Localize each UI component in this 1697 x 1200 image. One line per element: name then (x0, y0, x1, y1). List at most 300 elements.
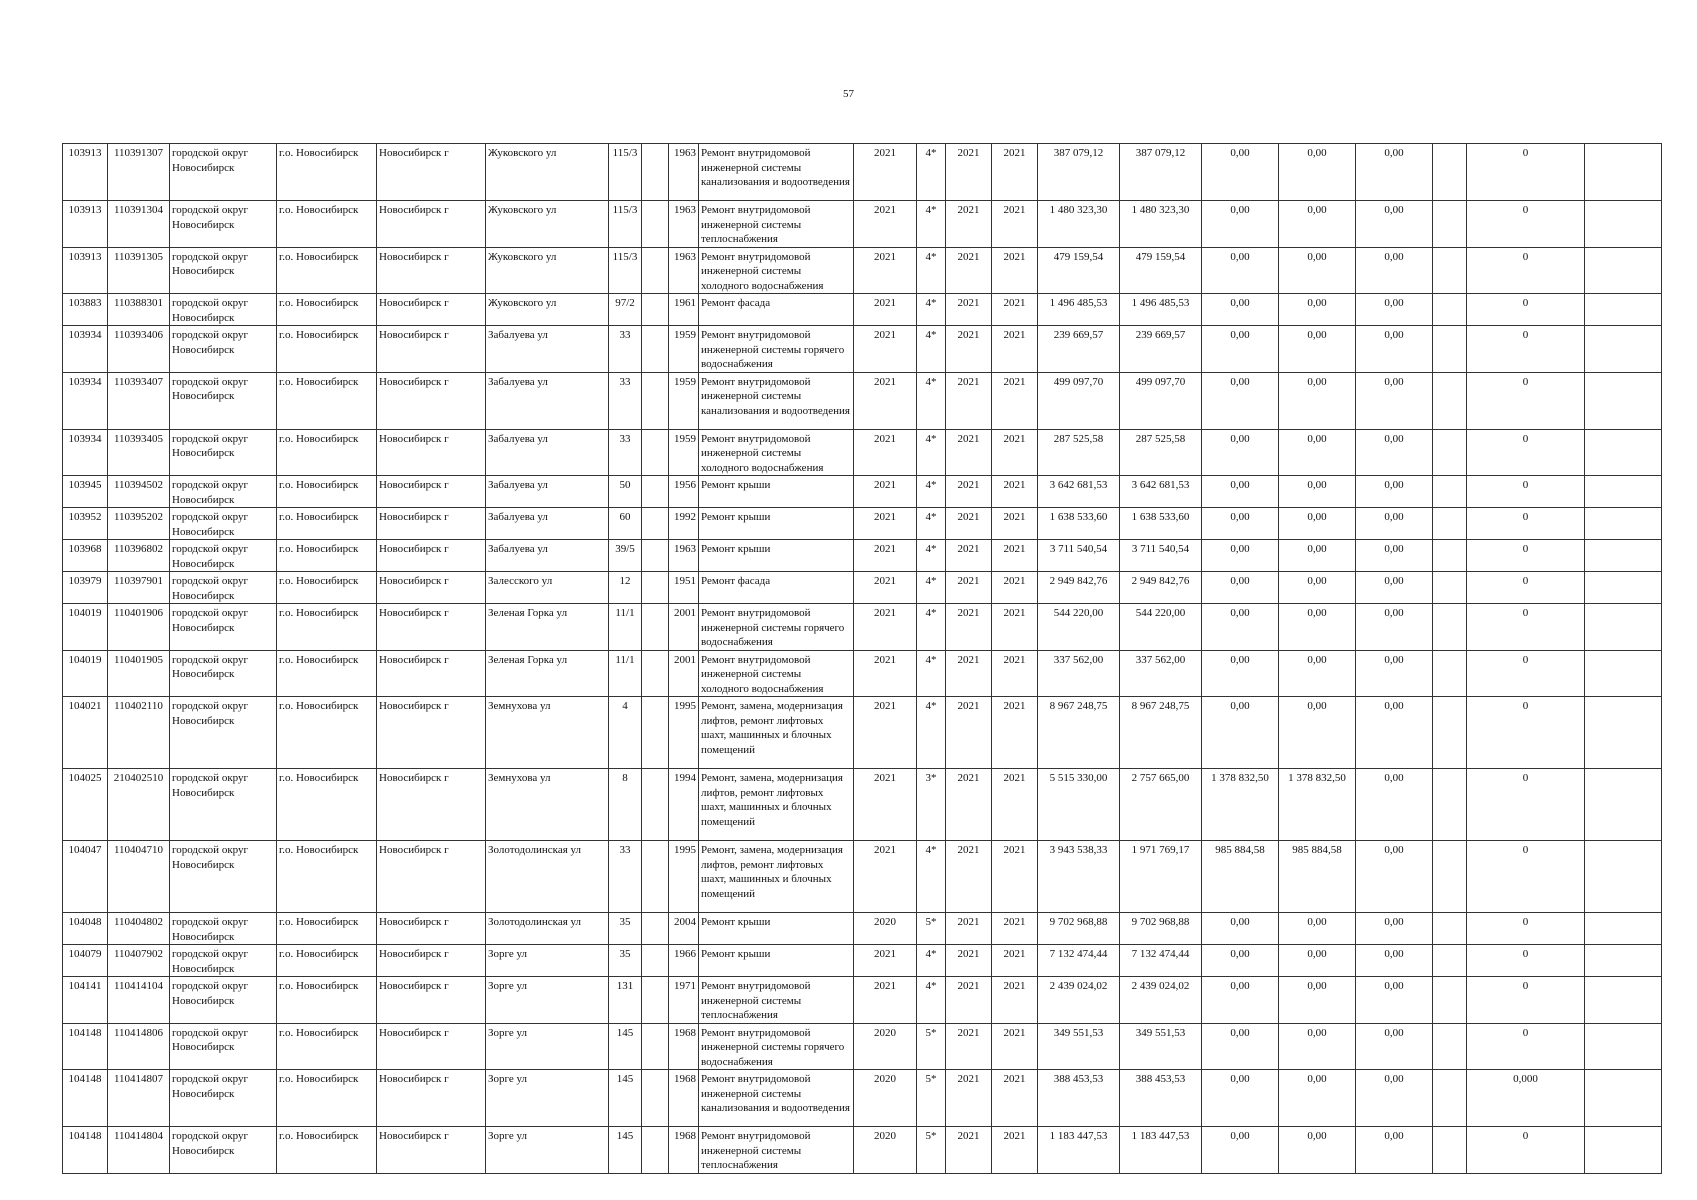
row-cost-total: 349 551,53 (1038, 1023, 1120, 1070)
row-code: 110402110 (108, 697, 170, 769)
row-cost-a: 499 097,70 (1120, 372, 1202, 429)
page-number: 57 (843, 88, 854, 100)
row-cost-total: 3 711 540,54 (1038, 540, 1120, 572)
row-cost-total: 337 562,00 (1038, 650, 1120, 697)
row-extra (642, 508, 669, 540)
row-end-year: 2021 (992, 697, 1038, 769)
row-cost-c: 0,00 (1279, 294, 1356, 326)
row-blank-1 (1433, 429, 1467, 476)
row-blank-1 (1433, 508, 1467, 540)
row-blank-2 (1585, 977, 1662, 1024)
row-start-year: 2021 (946, 201, 992, 248)
row-end-year: 2021 (992, 294, 1038, 326)
row-end-year: 2021 (992, 1127, 1038, 1174)
row-blank-2 (1585, 913, 1662, 945)
row-work-type: Ремонт внутридомовой инженерной системы теплоснабжения (699, 1127, 854, 1174)
row-district: городской округ Новосибирск (170, 841, 277, 913)
row-work-type: Ремонт внутридомовой инженерной системы теплоснабжения (699, 977, 854, 1024)
row-cost-d: 0,00 (1356, 247, 1433, 294)
row-work-type: Ремонт крыши (699, 945, 854, 977)
row-street: Зеленая Горка ул (486, 650, 609, 697)
row-last-value: 0 (1467, 697, 1585, 769)
row-locality: Новосибирск г (377, 476, 486, 508)
row-municipality: г.о. Новосибирск (277, 769, 377, 841)
row-grade: 4* (917, 144, 946, 201)
row-code: 110393406 (108, 326, 170, 373)
row-grade: 3* (917, 769, 946, 841)
row-extra (642, 326, 669, 373)
row-house: 8 (609, 769, 642, 841)
row-work-type: Ремонт внутридомовой инженерной системы горячего водоснабжения (699, 326, 854, 373)
row-id: 103934 (63, 372, 108, 429)
row-municipality: г.о. Новосибирск (277, 650, 377, 697)
row-street: Забалуева ул (486, 429, 609, 476)
row-district: городской округ Новосибирск (170, 540, 277, 572)
row-plan-year: 2021 (854, 201, 917, 248)
row-extra (642, 913, 669, 945)
row-code: 110407902 (108, 945, 170, 977)
row-end-year: 2021 (992, 540, 1038, 572)
row-cost-c: 0,00 (1279, 650, 1356, 697)
row-year-built: 1959 (669, 429, 699, 476)
row-locality: Новосибирск г (377, 372, 486, 429)
row-work-type: Ремонт внутридомовой инженерной системы канализования и водоотведения (699, 144, 854, 201)
row-cost-a: 8 967 248,75 (1120, 697, 1202, 769)
row-cost-d: 0,00 (1356, 372, 1433, 429)
row-last-value: 0 (1467, 1023, 1585, 1070)
row-plan-year: 2020 (854, 1127, 917, 1174)
row-plan-year: 2020 (854, 1023, 917, 1070)
row-id: 104148 (63, 1127, 108, 1174)
row-municipality: г.о. Новосибирск (277, 476, 377, 508)
row-blank-1 (1433, 604, 1467, 651)
row-cost-a: 239 669,57 (1120, 326, 1202, 373)
row-work-type: Ремонт, замена, модернизация лифтов, ремонт лифтовых шахт, машинных и блочных помещений (699, 769, 854, 841)
row-cost-d: 0,00 (1356, 697, 1433, 769)
row-cost-b: 0,00 (1202, 604, 1279, 651)
row-cost-a: 337 562,00 (1120, 650, 1202, 697)
table-row (63, 1127, 1662, 1174)
row-blank-1 (1433, 326, 1467, 373)
row-blank-2 (1585, 247, 1662, 294)
row-district: городской округ Новосибирск (170, 144, 277, 201)
row-municipality: г.о. Новосибирск (277, 1070, 377, 1127)
row-year-built: 1992 (669, 508, 699, 540)
row-street: Жуковского ул (486, 247, 609, 294)
row-last-value: 0,000 (1467, 1070, 1585, 1127)
row-cost-a: 1 971 769,17 (1120, 841, 1202, 913)
row-cost-d: 0,00 (1356, 1023, 1433, 1070)
row-grade: 4* (917, 604, 946, 651)
row-code: 110414104 (108, 977, 170, 1024)
row-id: 104019 (63, 604, 108, 651)
row-district: городской округ Новосибирск (170, 977, 277, 1024)
row-cost-d: 0,00 (1356, 604, 1433, 651)
row-cost-total: 5 515 330,00 (1038, 769, 1120, 841)
row-plan-year: 2021 (854, 945, 917, 977)
table-row (63, 572, 1662, 604)
row-id: 103945 (63, 476, 108, 508)
row-street: Забалуева ул (486, 326, 609, 373)
row-cost-total: 1 183 447,53 (1038, 1127, 1120, 1174)
row-house: 35 (609, 913, 642, 945)
row-cost-a: 387 079,12 (1120, 144, 1202, 201)
row-cost-c: 0,00 (1279, 247, 1356, 294)
row-code: 210402510 (108, 769, 170, 841)
row-house: 115/3 (609, 201, 642, 248)
row-locality: Новосибирск г (377, 604, 486, 651)
row-blank-2 (1585, 572, 1662, 604)
row-cost-b: 0,00 (1202, 1127, 1279, 1174)
row-cost-b: 0,00 (1202, 429, 1279, 476)
row-house: 33 (609, 326, 642, 373)
row-cost-b: 0,00 (1202, 913, 1279, 945)
row-blank-1 (1433, 247, 1467, 294)
row-street: Забалуева ул (486, 476, 609, 508)
row-cost-a: 9 702 968,88 (1120, 913, 1202, 945)
row-cost-c: 0,00 (1279, 429, 1356, 476)
row-street: Жуковского ул (486, 144, 609, 201)
row-street: Золотодолинская ул (486, 841, 609, 913)
row-cost-d: 0,00 (1356, 1070, 1433, 1127)
row-grade: 5* (917, 1127, 946, 1174)
row-plan-year: 2021 (854, 977, 917, 1024)
row-cost-a: 1 183 447,53 (1120, 1127, 1202, 1174)
row-locality: Новосибирск г (377, 1070, 486, 1127)
row-cost-a: 3 711 540,54 (1120, 540, 1202, 572)
row-start-year: 2021 (946, 294, 992, 326)
row-plan-year: 2021 (854, 841, 917, 913)
row-blank-1 (1433, 697, 1467, 769)
row-last-value: 0 (1467, 650, 1585, 697)
row-grade: 4* (917, 945, 946, 977)
row-work-type: Ремонт фасада (699, 572, 854, 604)
row-locality: Новосибирск г (377, 650, 486, 697)
row-id: 104021 (63, 697, 108, 769)
row-end-year: 2021 (992, 945, 1038, 977)
row-cost-d: 0,00 (1356, 508, 1433, 540)
row-extra (642, 697, 669, 769)
row-start-year: 2021 (946, 540, 992, 572)
row-end-year: 2021 (992, 572, 1038, 604)
row-last-value: 0 (1467, 913, 1585, 945)
row-district: городской округ Новосибирск (170, 1070, 277, 1127)
row-blank-2 (1585, 650, 1662, 697)
row-house: 12 (609, 572, 642, 604)
row-id: 103968 (63, 540, 108, 572)
row-cost-d: 0,00 (1356, 540, 1433, 572)
row-plan-year: 2021 (854, 247, 917, 294)
row-code: 110414804 (108, 1127, 170, 1174)
row-work-type: Ремонт крыши (699, 913, 854, 945)
row-id: 103913 (63, 144, 108, 201)
row-cost-d: 0,00 (1356, 977, 1433, 1024)
row-plan-year: 2021 (854, 650, 917, 697)
row-district: городской округ Новосибирск (170, 1127, 277, 1174)
row-blank-2 (1585, 841, 1662, 913)
row-street: Жуковского ул (486, 294, 609, 326)
row-extra (642, 977, 669, 1024)
row-end-year: 2021 (992, 913, 1038, 945)
row-street: Жуковского ул (486, 201, 609, 248)
row-end-year: 2021 (992, 1023, 1038, 1070)
row-end-year: 2021 (992, 508, 1038, 540)
row-street: Залесского ул (486, 572, 609, 604)
row-cost-total: 3 943 538,33 (1038, 841, 1120, 913)
table-row (63, 326, 1662, 373)
row-locality: Новосибирск г (377, 201, 486, 248)
row-cost-b: 0,00 (1202, 476, 1279, 508)
row-municipality: г.о. Новосибирск (277, 247, 377, 294)
row-work-type: Ремонт фасада (699, 294, 854, 326)
row-work-type: Ремонт внутридомовой инженерной системы холодного водоснабжения (699, 247, 854, 294)
row-extra (642, 144, 669, 201)
row-id: 103913 (63, 247, 108, 294)
row-street: Зорге ул (486, 1023, 609, 1070)
row-cost-c: 1 378 832,50 (1279, 769, 1356, 841)
row-grade: 5* (917, 913, 946, 945)
row-plan-year: 2021 (854, 572, 917, 604)
row-municipality: г.о. Новосибирск (277, 326, 377, 373)
row-cost-total: 387 079,12 (1038, 144, 1120, 201)
table-row (63, 697, 1662, 769)
row-id: 103883 (63, 294, 108, 326)
row-blank-1 (1433, 294, 1467, 326)
row-locality: Новосибирск г (377, 572, 486, 604)
row-locality: Новосибирск г (377, 697, 486, 769)
row-plan-year: 2021 (854, 429, 917, 476)
row-blank-2 (1585, 1070, 1662, 1127)
row-street: Земнухова ул (486, 769, 609, 841)
row-extra (642, 201, 669, 248)
row-cost-a: 1 480 323,30 (1120, 201, 1202, 248)
row-cost-c: 0,00 (1279, 572, 1356, 604)
row-district: городской округ Новосибирск (170, 372, 277, 429)
row-extra (642, 294, 669, 326)
row-plan-year: 2021 (854, 697, 917, 769)
row-grade: 4* (917, 372, 946, 429)
row-house: 4 (609, 697, 642, 769)
row-blank-2 (1585, 604, 1662, 651)
row-blank-2 (1585, 1127, 1662, 1174)
row-start-year: 2021 (946, 429, 992, 476)
row-house: 33 (609, 841, 642, 913)
row-code: 110397901 (108, 572, 170, 604)
row-cost-d: 0,00 (1356, 294, 1433, 326)
row-blank-2 (1585, 326, 1662, 373)
row-start-year: 2021 (946, 1023, 992, 1070)
row-work-type: Ремонт внутридомовой инженерной системы горячего водоснабжения (699, 1023, 854, 1070)
row-cost-total: 3 642 681,53 (1038, 476, 1120, 508)
row-cost-a: 2 439 024,02 (1120, 977, 1202, 1024)
row-grade: 4* (917, 572, 946, 604)
row-grade: 4* (917, 476, 946, 508)
row-cost-d: 0,00 (1356, 945, 1433, 977)
row-house: 115/3 (609, 247, 642, 294)
row-last-value: 0 (1467, 429, 1585, 476)
row-cost-b: 0,00 (1202, 1070, 1279, 1127)
row-code: 110401905 (108, 650, 170, 697)
row-cost-total: 7 132 474,44 (1038, 945, 1120, 977)
row-work-type: Ремонт внутридомовой инженерной системы теплоснабжения (699, 201, 854, 248)
row-code: 110393405 (108, 429, 170, 476)
row-last-value: 0 (1467, 604, 1585, 651)
row-work-type: Ремонт, замена, модернизация лифтов, ремонт лифтовых шахт, машинных и блочных помещений (699, 697, 854, 769)
row-plan-year: 2021 (854, 326, 917, 373)
row-year-built: 1963 (669, 144, 699, 201)
row-start-year: 2021 (946, 945, 992, 977)
row-cost-total: 2 439 024,02 (1038, 977, 1120, 1024)
row-district: городской округ Новосибирск (170, 294, 277, 326)
row-year-built: 1995 (669, 841, 699, 913)
row-house: 50 (609, 476, 642, 508)
row-cost-d: 0,00 (1356, 476, 1433, 508)
row-end-year: 2021 (992, 977, 1038, 1024)
row-start-year: 2021 (946, 508, 992, 540)
row-code: 110404802 (108, 913, 170, 945)
row-locality: Новосибирск г (377, 144, 486, 201)
row-cost-a: 287 525,58 (1120, 429, 1202, 476)
row-cost-b: 0,00 (1202, 945, 1279, 977)
row-cost-total: 1 480 323,30 (1038, 201, 1120, 248)
row-locality: Новосибирск г (377, 294, 486, 326)
table-row (63, 144, 1662, 201)
row-year-built: 2001 (669, 604, 699, 651)
table-row (63, 294, 1662, 326)
row-cost-b: 0,00 (1202, 1023, 1279, 1070)
row-end-year: 2021 (992, 144, 1038, 201)
row-street: Золотодолинская ул (486, 913, 609, 945)
row-work-type: Ремонт внутридомовой инженерной системы канализования и водоотведения (699, 372, 854, 429)
row-last-value: 0 (1467, 540, 1585, 572)
row-end-year: 2021 (992, 476, 1038, 508)
row-end-year: 2021 (992, 247, 1038, 294)
row-district: городской округ Новосибирск (170, 1023, 277, 1070)
row-year-built: 1951 (669, 572, 699, 604)
row-house: 145 (609, 1023, 642, 1070)
row-id: 103913 (63, 201, 108, 248)
row-end-year: 2021 (992, 604, 1038, 651)
row-blank-1 (1433, 841, 1467, 913)
row-blank-1 (1433, 1023, 1467, 1070)
row-district: городской округ Новосибирск (170, 508, 277, 540)
row-cost-b: 0,00 (1202, 697, 1279, 769)
row-blank-1 (1433, 476, 1467, 508)
row-street: Земнухова ул (486, 697, 609, 769)
row-code: 110414806 (108, 1023, 170, 1070)
row-street: Забалуева ул (486, 508, 609, 540)
row-house: 60 (609, 508, 642, 540)
row-cost-total: 8 967 248,75 (1038, 697, 1120, 769)
row-code: 110404710 (108, 841, 170, 913)
row-start-year: 2021 (946, 841, 992, 913)
row-start-year: 2021 (946, 326, 992, 373)
row-cost-b: 0,00 (1202, 294, 1279, 326)
row-cost-total: 9 702 968,88 (1038, 913, 1120, 945)
row-id: 103934 (63, 326, 108, 373)
row-cost-d: 0,00 (1356, 201, 1433, 248)
row-district: городской округ Новосибирск (170, 650, 277, 697)
row-cost-total: 499 097,70 (1038, 372, 1120, 429)
row-blank-2 (1585, 429, 1662, 476)
row-id: 104048 (63, 913, 108, 945)
row-blank-2 (1585, 1023, 1662, 1070)
row-blank-2 (1585, 144, 1662, 201)
row-cost-a: 1 638 533,60 (1120, 508, 1202, 540)
row-blank-2 (1585, 945, 1662, 977)
row-start-year: 2021 (946, 697, 992, 769)
row-year-built: 1966 (669, 945, 699, 977)
row-start-year: 2021 (946, 650, 992, 697)
row-start-year: 2021 (946, 913, 992, 945)
row-cost-a: 544 220,00 (1120, 604, 1202, 651)
row-district: городской округ Новосибирск (170, 201, 277, 248)
row-extra (642, 372, 669, 429)
row-work-type: Ремонт, замена, модернизация лифтов, ремонт лифтовых шахт, машинных и блочных помещений (699, 841, 854, 913)
row-plan-year: 2020 (854, 1070, 917, 1127)
row-plan-year: 2021 (854, 540, 917, 572)
table-row (63, 945, 1662, 977)
row-municipality: г.о. Новосибирск (277, 144, 377, 201)
row-district: городской округ Новосибирск (170, 476, 277, 508)
row-blank-1 (1433, 945, 1467, 977)
row-extra (642, 604, 669, 651)
row-street: Зеленая Горка ул (486, 604, 609, 651)
table-row (63, 977, 1662, 1024)
row-plan-year: 2021 (854, 294, 917, 326)
table-row (63, 1070, 1662, 1127)
row-cost-b: 0,00 (1202, 372, 1279, 429)
row-work-type: Ремонт крыши (699, 540, 854, 572)
row-blank-2 (1585, 697, 1662, 769)
row-cost-total: 287 525,58 (1038, 429, 1120, 476)
row-start-year: 2021 (946, 1127, 992, 1174)
row-blank-2 (1585, 540, 1662, 572)
row-cost-c: 985 884,58 (1279, 841, 1356, 913)
row-locality: Новосибирск г (377, 429, 486, 476)
row-cost-c: 0,00 (1279, 1127, 1356, 1174)
row-municipality: г.о. Новосибирск (277, 945, 377, 977)
row-municipality: г.о. Новосибирск (277, 913, 377, 945)
row-house: 145 (609, 1127, 642, 1174)
row-cost-a: 479 159,54 (1120, 247, 1202, 294)
row-cost-c: 0,00 (1279, 1023, 1356, 1070)
row-year-built: 2004 (669, 913, 699, 945)
row-year-built: 1963 (669, 247, 699, 294)
row-cost-total: 2 949 842,76 (1038, 572, 1120, 604)
row-grade: 4* (917, 977, 946, 1024)
row-cost-c: 0,00 (1279, 1070, 1356, 1127)
row-extra (642, 841, 669, 913)
row-cost-a: 2 757 665,00 (1120, 769, 1202, 841)
row-locality: Новосибирск г (377, 540, 486, 572)
row-year-built: 1963 (669, 201, 699, 248)
row-cost-d: 0,00 (1356, 326, 1433, 373)
row-year-built: 1956 (669, 476, 699, 508)
row-cost-total: 1 496 485,53 (1038, 294, 1120, 326)
row-year-built: 1971 (669, 977, 699, 1024)
row-year-built: 1959 (669, 326, 699, 373)
row-blank-1 (1433, 769, 1467, 841)
row-blank-1 (1433, 1070, 1467, 1127)
row-house: 35 (609, 945, 642, 977)
row-cost-d: 0,00 (1356, 1127, 1433, 1174)
row-cost-b: 0,00 (1202, 144, 1279, 201)
table-row (63, 372, 1662, 429)
row-district: городской округ Новосибирск (170, 945, 277, 977)
row-code: 110391304 (108, 201, 170, 248)
table-row (63, 247, 1662, 294)
